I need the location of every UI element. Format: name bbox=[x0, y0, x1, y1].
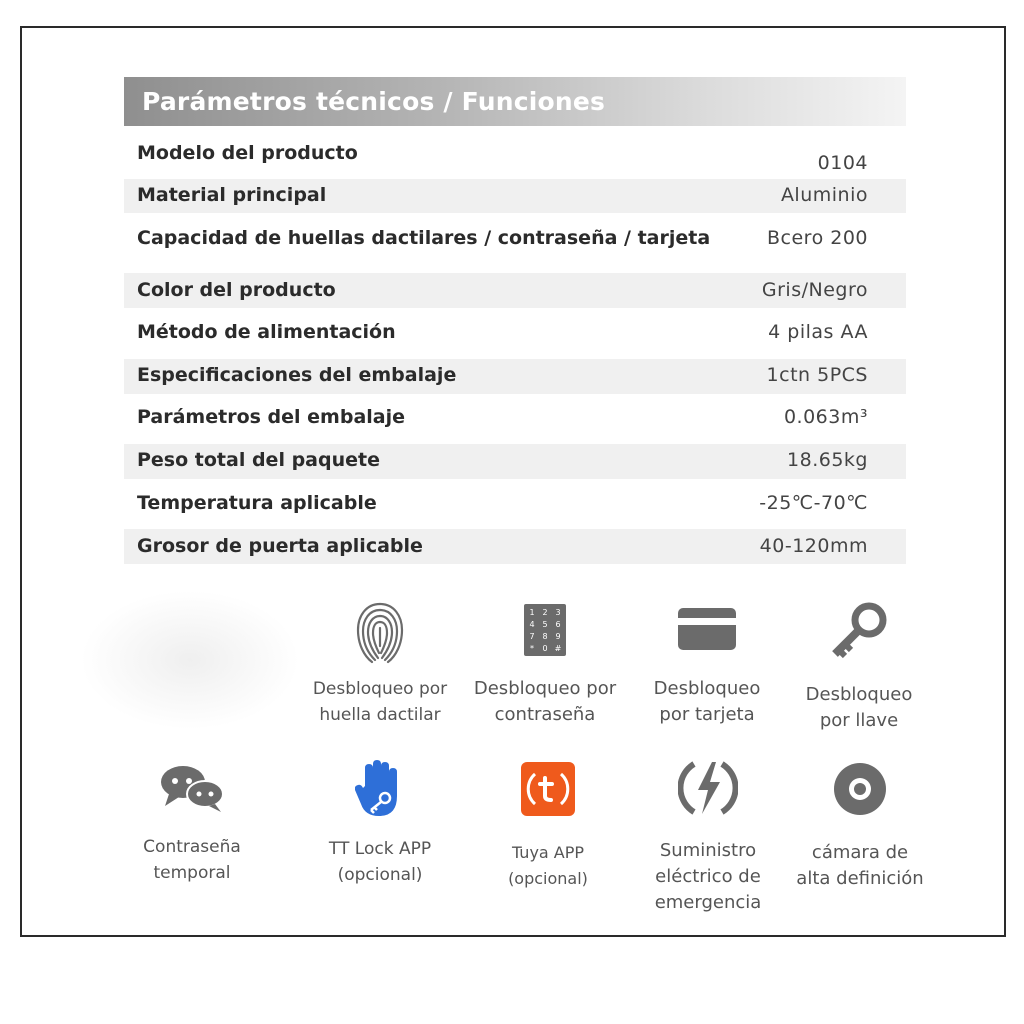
feature-caption: Desbloqueo por bbox=[312, 679, 448, 699]
feature-ttlock-app bbox=[310, 760, 450, 888]
keypad-key-label: 1 bbox=[529, 608, 535, 617]
feature-caption: Contraseña bbox=[143, 837, 241, 857]
feature-caption: (opcional) bbox=[508, 869, 588, 888]
table-row bbox=[124, 273, 906, 308]
feature-key-unlock bbox=[786, 600, 932, 734]
background-smudge bbox=[80, 590, 300, 730]
feature-password-unlock bbox=[465, 604, 625, 728]
feature-caption: cámara de bbox=[811, 842, 909, 863]
table-row bbox=[124, 529, 906, 564]
spec-value: 4 pilas AA bbox=[768, 321, 868, 343]
table-row bbox=[124, 486, 906, 524]
feature-caption: contraseña bbox=[494, 704, 596, 725]
spec-label: Peso total del paquete bbox=[137, 449, 380, 471]
spec-label: Capacidad de huellas dactilares / contraseña / tarjeta bbox=[137, 227, 711, 249]
keypad-key-label: 2 bbox=[542, 608, 548, 617]
keypad-key-label: 9 bbox=[555, 632, 561, 641]
table-row bbox=[124, 444, 906, 479]
keypad-icon bbox=[465, 604, 625, 664]
spec-value: 0.063m³ bbox=[783, 406, 868, 428]
table-row bbox=[124, 400, 906, 438]
spec-value: -25℃-70℃ bbox=[759, 492, 868, 514]
feature-tuya-app bbox=[480, 762, 616, 892]
spec-value: Aluminio bbox=[780, 184, 868, 206]
spec-label: Temperatura aplicable bbox=[137, 492, 377, 514]
feature-caption: temporal bbox=[153, 863, 231, 883]
spec-value: Bcero 200 bbox=[767, 227, 868, 249]
chat-icon bbox=[122, 764, 262, 820]
keypad-key-label: 3 bbox=[555, 608, 561, 617]
feature-fingerprint-unlock bbox=[305, 598, 455, 728]
keypad-key-label: 7 bbox=[529, 632, 535, 641]
table-row bbox=[124, 314, 906, 352]
table-row bbox=[124, 179, 906, 213]
spec-value: 40-120mm bbox=[759, 535, 868, 557]
feature-caption: (opcional) bbox=[337, 865, 423, 885]
feature-caption: TT Lock APP bbox=[328, 839, 432, 859]
feature-caption: huella dactilar bbox=[319, 705, 441, 725]
table-row bbox=[124, 359, 906, 394]
keypad-key-label: 4 bbox=[529, 620, 535, 629]
spec-value: 18.65kg bbox=[787, 449, 868, 471]
table-row bbox=[124, 136, 906, 176]
keypad-key-label: # bbox=[554, 644, 562, 653]
feature-emergency-power bbox=[635, 758, 781, 916]
spec-label: Método de alimentación bbox=[137, 321, 396, 343]
table-row bbox=[124, 218, 906, 266]
section-header bbox=[124, 77, 906, 126]
fingerprint-icon bbox=[305, 598, 455, 674]
spec-label: Modelo del producto bbox=[137, 142, 358, 164]
feature-card-unlock bbox=[632, 606, 782, 728]
emergency-power-icon bbox=[635, 758, 781, 826]
feature-caption: alta definición bbox=[796, 868, 924, 889]
feature-caption: Tuya APP bbox=[511, 843, 585, 862]
keypad-key-label: 6 bbox=[555, 620, 561, 629]
feature-caption: Suministro bbox=[659, 840, 757, 861]
feature-caption: Desbloqueo bbox=[653, 678, 761, 699]
ttlock-hand-icon bbox=[310, 760, 450, 826]
tuya-app-icon bbox=[480, 762, 616, 824]
spec-label: Parámetros del embalaje bbox=[137, 406, 405, 428]
keypad-key-label: 8 bbox=[542, 632, 548, 641]
spec-label: Material principal bbox=[137, 184, 327, 206]
keypad-key-label: 0 bbox=[542, 644, 548, 653]
feature-caption: Desbloqueo bbox=[805, 684, 913, 705]
spec-label: Especificaciones del embalaje bbox=[137, 364, 457, 386]
feature-caption: eléctrico de bbox=[655, 866, 761, 887]
feature-caption: Desbloqueo por bbox=[473, 678, 617, 699]
keypad-key-label: * bbox=[530, 644, 534, 653]
camera-icon bbox=[786, 762, 934, 824]
feature-hd-camera bbox=[786, 762, 934, 892]
feature-caption: por llave bbox=[819, 710, 899, 731]
feature-temporary-password bbox=[122, 764, 262, 886]
feature-caption: emergencia bbox=[654, 892, 762, 913]
spec-value: 0104 bbox=[817, 152, 868, 174]
key-icon bbox=[786, 600, 932, 668]
spec-label: Grosor de puerta aplicable bbox=[137, 535, 423, 557]
page-title: Parámetros técnicos / Funciones bbox=[142, 87, 606, 116]
spec-label: Color del producto bbox=[137, 279, 336, 301]
spec-value: 1ctn 5PCS bbox=[766, 364, 868, 386]
feature-caption: por tarjeta bbox=[659, 704, 755, 725]
card-icon bbox=[632, 606, 782, 660]
keypad-key-label: 5 bbox=[542, 620, 548, 629]
spec-value: Gris/Negro bbox=[761, 279, 868, 301]
